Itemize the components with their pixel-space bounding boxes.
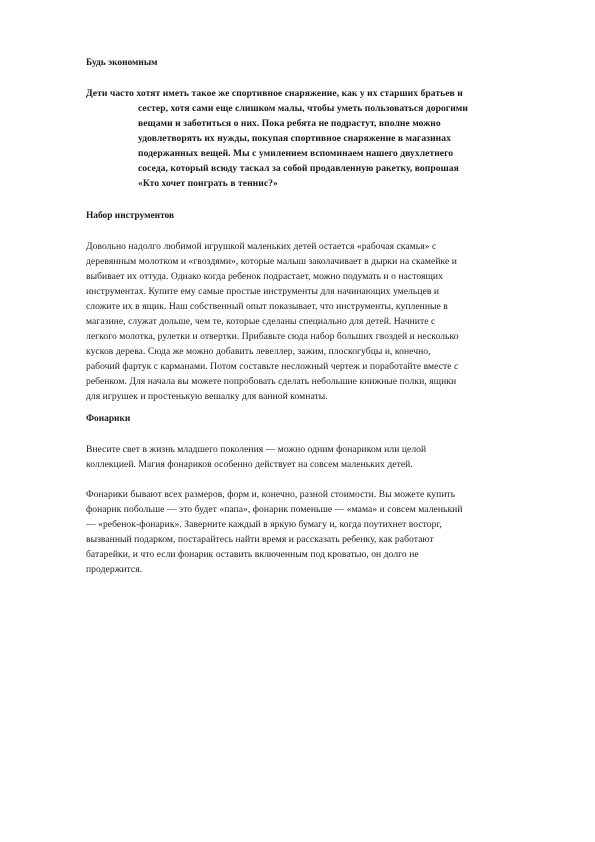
section-heading-tools: Набор инструментов	[86, 211, 175, 221]
section-heading-flashlights: Фонарики	[86, 414, 131, 424]
paragraph-line: сложите их в ящик. Наш собственный опыт показывает, что инструменты, купленные в	[86, 301, 448, 312]
paragraph-line: коллекцией. Магия фонариков особенно действует на совсем маленьких детей.	[86, 459, 413, 470]
paragraph-line: легкого молотка, рулетки и отвертки. Прибавьте сюда набор больших гвоздей и несколько	[86, 331, 459, 342]
paragraph-line: для игрушек и простенькую вешалку для ванной комнаты.	[86, 391, 328, 402]
paragraph-line: Довольно надолго любимой игрушкой маленьких детей остается «рабочая скамья» с	[86, 241, 437, 252]
paragraph-line: Дети часто хотят иметь такое же спортивное снаряжение, как у их старших братьев и	[86, 88, 463, 99]
paragraph-line: кусков дерева. Сюда же можно добавить левеллер, зажим, плоскогубцы и, конечно,	[86, 346, 431, 357]
section-heading-economy: Будь экономным	[86, 58, 158, 68]
paragraph-line: соседа, который всюду таскал за собой продавленную ракетку, вопрошая	[138, 163, 459, 174]
paragraph-line: Фонарики бывают всех размеров, форм и, конечно, разной стоимости. Вы можете купить	[86, 489, 456, 500]
paragraph-line: инструментах. Купите ему самые простые инструменты для начинающих умельцев и	[86, 286, 440, 297]
paragraph-line: магазине, служат дольше, чем те, которые сделаны специально для детей. Начните с	[86, 316, 436, 327]
paragraph-line: удовлетворять их нужды, покупая спортивное снаряжение в магазинах	[138, 133, 451, 144]
paragraph-line: ребенком. Для начала вы можете попробовать сделать небольшие книжные полки, ящики	[86, 376, 457, 387]
paragraph-line: подержанных вещей. Мы с умилением вспоминаем нашего двухлетнего	[138, 148, 454, 159]
paragraph-line: — «ребенок-фонарик». Заверните каждый в яркую бумагу и, когда поутихнет восторг,	[86, 519, 442, 530]
paragraph-line: вещами и заботиться о них. Пока ребята не подрастут, вполне можно	[138, 118, 441, 129]
paragraph-line: продержится.	[86, 564, 143, 575]
paragraph-line: деревянным молотком и «гвоздями», которые малыш заколачивает в дырки на скамейке и	[86, 256, 457, 267]
paragraph-line: батарейки, и что если фонарик оставить включенным под кроватью, он долго не	[86, 549, 419, 560]
paragraph-line: вызванный подарком, постарайтесь найти время и рассказать ребенку, как работают	[86, 534, 434, 545]
paragraph-line: выбивает их оттуда. Однако когда ребенок подрастает, можно подумать и о настоящих	[86, 271, 443, 282]
paragraph-line: рабочий фартук с карманами. Потом составьте несложный чертеж и поработайте вместе с	[86, 361, 459, 372]
paragraph-line: Внесите свет в жизнь младшего поколения — можно одним фонариком или целой	[86, 444, 427, 455]
paragraph-line: сестер, хотя сами еще слишком малы, чтобы уметь пользоваться дорогими	[138, 103, 468, 114]
paragraph-line: фонарик побольше — это будет «папа», фонарик поменьше — «мама» и совсем маленький	[86, 504, 463, 515]
paragraph-line: «Кто хочет поиграть в теннис?»	[138, 178, 278, 189]
